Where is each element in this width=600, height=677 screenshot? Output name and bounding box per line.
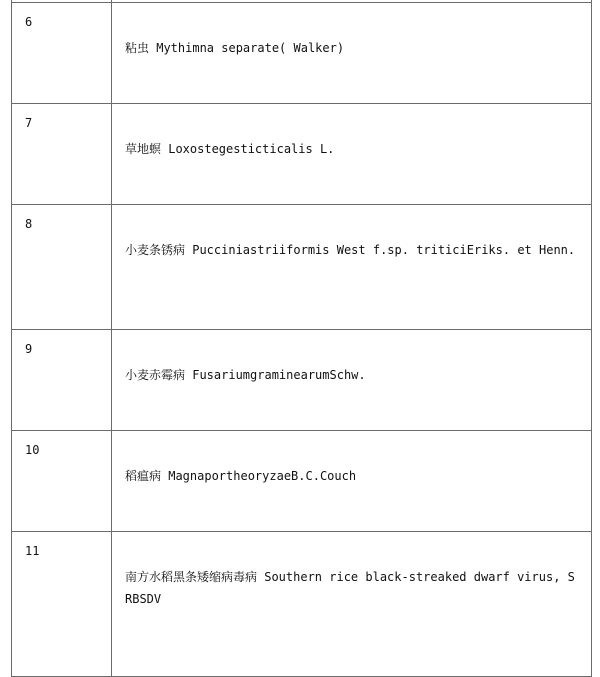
row-number: 7 xyxy=(12,104,112,205)
row-number: 10 xyxy=(12,431,112,532)
row-number: 8 xyxy=(12,205,112,330)
row-number: 6 xyxy=(12,3,112,104)
disease-name: 小麦条锈病 Pucciniastriiformis West f.sp. triticiEriks. et Henn. xyxy=(112,205,592,330)
disease-name: 小麦赤霉病 FusariumgraminearumSchw. xyxy=(112,330,592,431)
pest-name: 粘虫 Mythimna separate( Walker) xyxy=(112,3,592,104)
disease-name: 南方水稻黑条矮缩病毒病 Southern rice black-streaked dwarf virus, SRBSDV xyxy=(112,532,592,677)
disease-name: 稻瘟病 MagnaportheoryzaeB.C.Couch xyxy=(112,431,592,532)
pest-disease-table xyxy=(11,0,592,677)
table-row xyxy=(12,104,592,205)
row-number: 11 xyxy=(12,532,112,677)
table-row xyxy=(12,330,592,431)
table-row xyxy=(12,3,592,104)
pest-name: 草地螟 Loxostegesticticalis L. xyxy=(112,104,592,205)
table-row xyxy=(12,431,592,532)
row-number: 9 xyxy=(12,330,112,431)
table-row xyxy=(12,532,592,677)
table-row xyxy=(12,205,592,330)
